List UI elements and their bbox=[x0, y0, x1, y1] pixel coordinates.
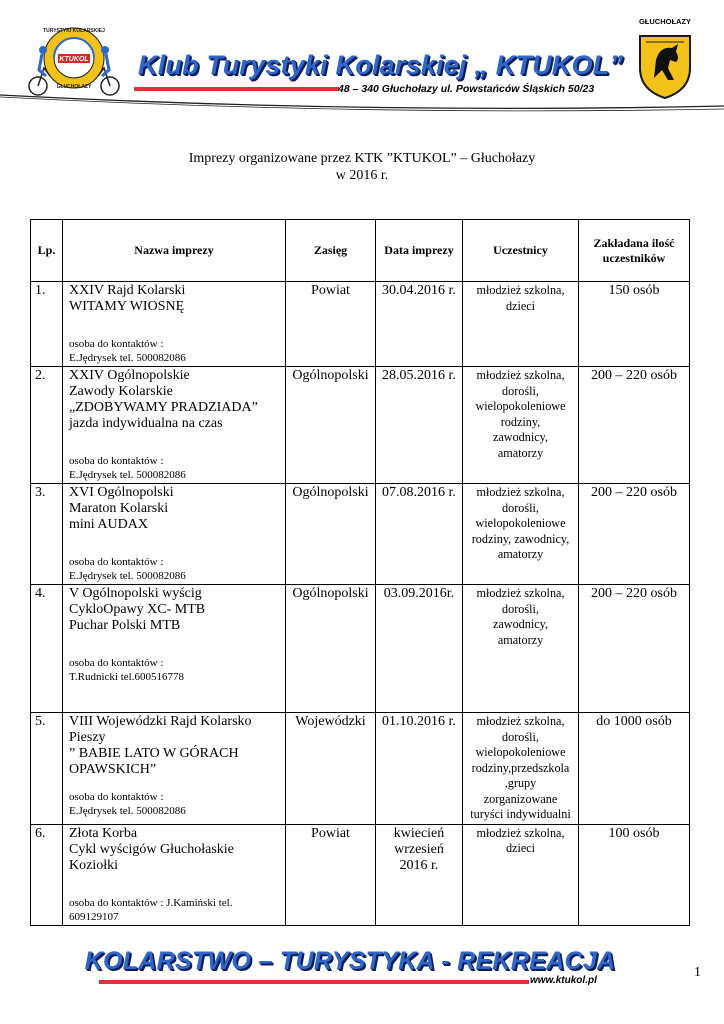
town-crest-icon bbox=[634, 28, 696, 100]
participant-line: rodziny, bbox=[500, 414, 541, 429]
participant-line: rodziny, zawodnicy, bbox=[471, 531, 570, 546]
contact-label: osoba do kontaktów : J.Kamiński tel. bbox=[69, 896, 233, 909]
date-line: 28.05.2016 r. bbox=[382, 368, 456, 383]
footer-slogan: KOLARSTWO – TURYSTYKA - REKREACJA bbox=[84, 947, 616, 975]
cell-name bbox=[63, 484, 286, 585]
participant-line: dorośli, bbox=[502, 729, 539, 744]
participant-line: zawodnicy, bbox=[492, 617, 549, 631]
event-name-line: Złota Korba bbox=[69, 825, 138, 841]
table-header-row bbox=[31, 220, 690, 282]
header-count-line1: Zakładana ilość bbox=[593, 235, 675, 250]
crest-label: GŁUCHOŁAZY bbox=[638, 17, 692, 26]
event-name-line: jazda indywidualna na czas bbox=[69, 416, 223, 431]
event-name-line: XVI Ogólnopolski bbox=[69, 485, 174, 500]
cell-count: 150 osób bbox=[579, 282, 690, 367]
event-name-line: OPAWSKICH” bbox=[69, 762, 157, 777]
cell-date bbox=[376, 713, 463, 825]
table-row bbox=[31, 824, 690, 925]
document-title-line2: w 2016 r. bbox=[335, 168, 389, 183]
club-logo-cyclists bbox=[26, 16, 122, 100]
header-red-line bbox=[134, 87, 339, 91]
cell-lp: 1. bbox=[31, 282, 63, 367]
cell-scope: Powiat bbox=[286, 824, 376, 925]
date-line: 07.08.2016 r. bbox=[382, 485, 456, 500]
participant-line: młodzież szkolna, bbox=[476, 586, 565, 600]
contact-value: 609129107 bbox=[69, 910, 119, 923]
event-name-line: mini AUDAX bbox=[69, 517, 148, 532]
participant-line: młodzież szkolna, bbox=[476, 485, 565, 499]
contact-value: E.Jędrysek tel. 500082086 bbox=[69, 570, 186, 582]
spacer bbox=[69, 533, 282, 555]
cell-scope: Wojewódzki bbox=[286, 713, 376, 825]
table-row bbox=[31, 282, 690, 367]
contact-label: osoba do kontaktów : bbox=[69, 338, 164, 350]
cell-count: 200 – 220 osób bbox=[579, 585, 690, 713]
cell-scope: Ogólnopolski bbox=[286, 484, 376, 585]
document-title bbox=[0, 150, 724, 184]
events-table bbox=[30, 219, 690, 926]
cell-date bbox=[376, 367, 463, 484]
page-number: 1 bbox=[694, 965, 701, 980]
date-line: 2016 r. bbox=[399, 857, 439, 873]
cell-date bbox=[376, 585, 463, 713]
header-lp: Lp. bbox=[31, 220, 63, 282]
event-name-line: V Ogólnopolski wyścig bbox=[69, 586, 202, 601]
cell-name bbox=[63, 824, 286, 925]
event-name-line: Zawody Kolarskie bbox=[69, 384, 173, 399]
event-name-line: XXIV Ogólnopolskie bbox=[69, 368, 190, 383]
participant-line: wielopokoleniowe bbox=[475, 399, 566, 413]
cell-scope: Ogólnopolski bbox=[286, 367, 376, 484]
participant-line: dorośli, bbox=[502, 500, 539, 515]
participant-line: wielopokoleniowe bbox=[475, 745, 566, 759]
spacer bbox=[69, 778, 282, 790]
header-count bbox=[579, 220, 690, 282]
event-name-line: ” BABIE LATO W GÓRACH bbox=[69, 746, 239, 761]
event-name-line: „ZDOBYWAMY PRADZIADA” bbox=[69, 400, 258, 415]
cell-participants bbox=[463, 824, 579, 925]
header-swoosh bbox=[0, 92, 724, 120]
cell-date bbox=[376, 824, 463, 925]
event-name-line: XXIV Rajd Kolarski bbox=[69, 283, 186, 298]
cell-count: 100 osób bbox=[579, 824, 690, 925]
cell-participants bbox=[463, 713, 579, 825]
participant-line: młodzież szkolna, bbox=[476, 283, 565, 297]
contact-label: osoba do kontaktów : bbox=[69, 657, 164, 669]
date-line: 01.10.2016 r. bbox=[382, 714, 456, 729]
cell-name bbox=[63, 585, 286, 713]
table-row bbox=[31, 585, 690, 713]
header-count-line2: uczestników bbox=[602, 250, 666, 265]
event-name-line: CykloOpawy XC- MTB bbox=[69, 602, 206, 617]
participant-line: zorganizowane bbox=[483, 791, 558, 806]
event-name-line: Koziołki bbox=[69, 857, 118, 873]
cell-date bbox=[376, 484, 463, 585]
document-title-line1: Imprezy organizowane przez KTK ”KTUKOL” – Głuchołazy bbox=[188, 151, 536, 166]
cell-participants bbox=[463, 585, 579, 713]
participant-line: dzieci bbox=[505, 841, 536, 855]
participant-line: zawodnicy, bbox=[492, 430, 549, 444]
header-date: Data imprezy bbox=[376, 220, 463, 282]
cell-scope: Powiat bbox=[286, 282, 376, 367]
cell-lp: 4. bbox=[31, 585, 63, 713]
contact-value: E.Jędrysek tel. 500082086 bbox=[69, 352, 186, 364]
footer-red-line bbox=[99, 980, 529, 984]
contact-value: E.Jędrysek tel. 500082086 bbox=[69, 805, 186, 817]
cell-lp: 2. bbox=[31, 367, 63, 484]
cell-count: do 1000 osób bbox=[579, 713, 690, 825]
club-title: Klub Turystyki Kolarskiej „ KTUKOL” bbox=[138, 50, 624, 80]
club-address: 48 – 340 Głuchołazy ul. Powstańców Śląskich 50/23 bbox=[338, 83, 595, 95]
cell-lp: 3. bbox=[31, 484, 63, 585]
spacer bbox=[69, 874, 282, 896]
footer-url: www.ktukol.pl bbox=[530, 975, 597, 986]
event-name-line: Puchar Polski MTB bbox=[69, 618, 181, 633]
header-name: Nazwa imprezy bbox=[63, 220, 286, 282]
cell-date bbox=[376, 282, 463, 367]
cell-name bbox=[63, 713, 286, 825]
event-name-line: Cykl wyścigów Głuchołaskie bbox=[69, 841, 234, 857]
cell-name bbox=[63, 367, 286, 484]
participant-line: młodzież szkolna, bbox=[476, 368, 565, 382]
date-line: 03.09.2016r. bbox=[383, 586, 455, 601]
contact-label: osoba do kontaktów : bbox=[69, 556, 164, 568]
participant-line: młodzież szkolna, bbox=[476, 825, 565, 840]
date-line: wrzesień bbox=[394, 841, 444, 857]
cell-name bbox=[63, 282, 286, 367]
table-row bbox=[31, 367, 690, 484]
event-name-line: VIII Wojewódzki Rajd Kolarsko bbox=[69, 714, 252, 729]
spacer bbox=[69, 634, 282, 656]
cell-count: 200 – 220 osób bbox=[579, 367, 690, 484]
contact-value: T.Rudnicki tel.600516778 bbox=[69, 671, 184, 683]
spacer bbox=[69, 432, 282, 454]
participant-line: wielopokoleniowe bbox=[475, 516, 566, 530]
contact-label: osoba do kontaktów : bbox=[69, 791, 164, 803]
cell-participants bbox=[463, 367, 579, 484]
table-row bbox=[31, 484, 690, 585]
logo-center-text: KTUKOL bbox=[59, 56, 89, 63]
participant-line: dzieci bbox=[505, 298, 536, 313]
header-participants: Uczestnicy bbox=[463, 220, 579, 282]
participant-line: rodziny,przedszkola bbox=[471, 760, 570, 775]
spacer bbox=[69, 315, 282, 337]
cell-lp: 5. bbox=[31, 713, 63, 825]
contact-label: osoba do kontaktów : bbox=[69, 455, 164, 467]
cell-participants bbox=[463, 484, 579, 585]
logo-ring-bottom-text: GŁUCHOŁAZY bbox=[56, 84, 92, 90]
participant-line: amatorzy bbox=[497, 632, 544, 647]
cell-lp: 6. bbox=[31, 824, 63, 925]
participant-line: ,grupy bbox=[504, 776, 537, 790]
cell-scope: Ogólnopolski bbox=[286, 585, 376, 713]
event-name-line: Maraton Kolarski bbox=[69, 501, 169, 516]
participant-line: dorośli, bbox=[502, 383, 539, 398]
event-name-line: Pieszy bbox=[69, 730, 106, 745]
cell-participants bbox=[463, 282, 579, 367]
table-row bbox=[31, 713, 690, 825]
event-name-line: WITAMY WIOSNĘ bbox=[69, 299, 185, 314]
date-line: 30.04.2016 r. bbox=[382, 283, 456, 298]
header-scope: Zasięg bbox=[286, 220, 376, 282]
participant-line: turyści indywidualni bbox=[470, 807, 571, 821]
table-body bbox=[31, 282, 690, 926]
participant-line: młodzież szkolna, bbox=[476, 714, 565, 728]
participant-line: dorośli, bbox=[502, 601, 539, 616]
date-line: kwiecień bbox=[393, 825, 445, 841]
participant-line: amatorzy bbox=[497, 445, 544, 460]
participant-line: amatorzy bbox=[497, 547, 544, 561]
contact-value: E.Jędrysek tel. 500082086 bbox=[69, 469, 186, 481]
logo-ring-text: TURYSTYKI KOLARSKIEJ bbox=[43, 28, 105, 34]
cell-count: 200 – 220 osób bbox=[579, 484, 690, 585]
